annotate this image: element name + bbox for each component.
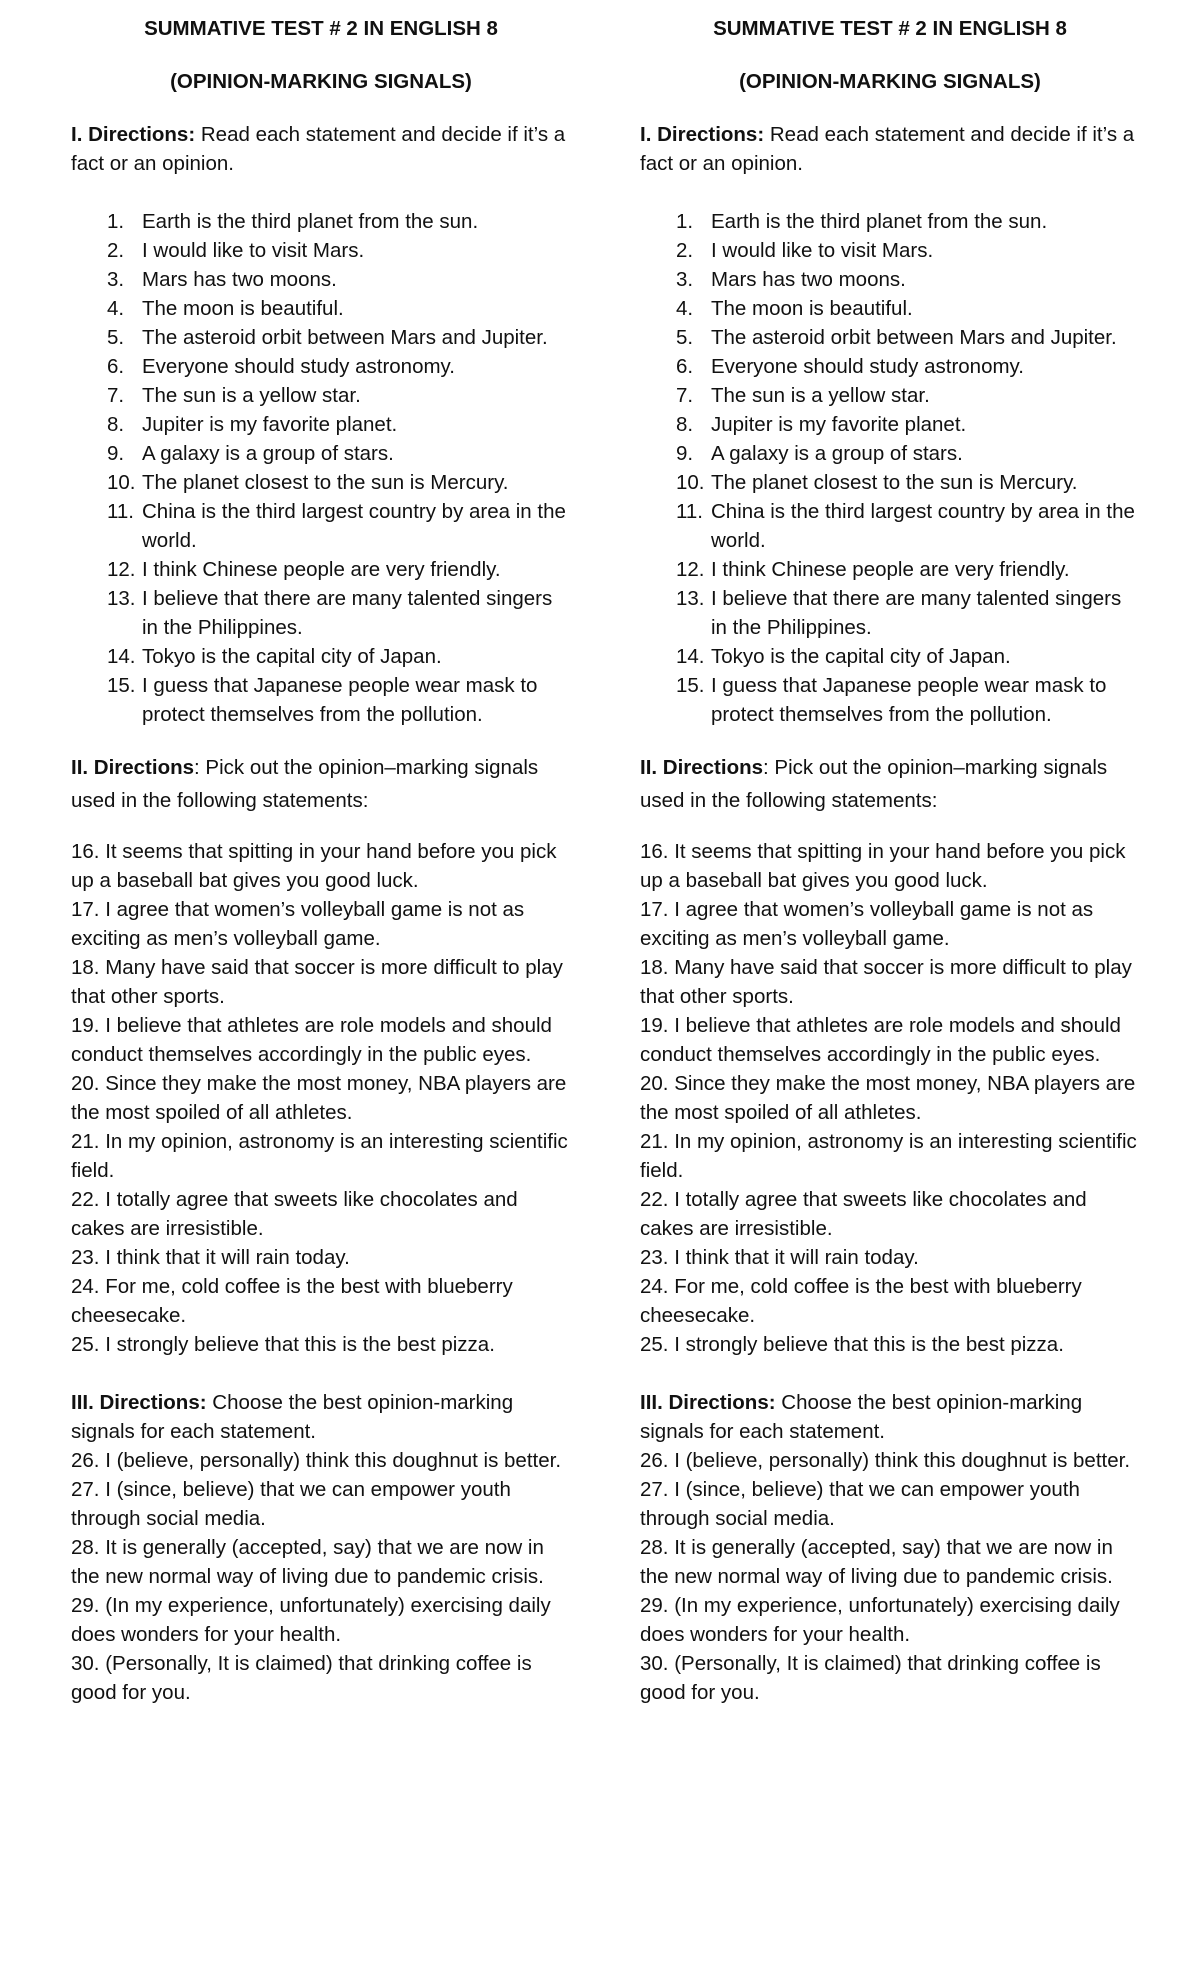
item-number: 3. [676, 268, 694, 291]
list-item [71, 236, 571, 265]
list-item [71, 439, 571, 468]
item-text: The asteroid orbit between Mars and Jupiter. [711, 326, 1117, 349]
list-item [640, 265, 1140, 294]
item-number: 13. [107, 587, 136, 610]
section1-directions [640, 120, 1140, 178]
list-item: 29. (In my experience, unfortunately) exercising daily does wonders for your health. [71, 1594, 551, 1646]
section1-directions [71, 120, 571, 178]
list-item: 25. I strongly believe that this is the best pizza. [71, 1333, 495, 1356]
item-number: 13. [676, 587, 705, 610]
section2-directions [71, 751, 571, 817]
item-text: Tokyo is the capital city of Japan. [142, 645, 442, 668]
list-item [71, 555, 571, 584]
item-number: 4. [676, 297, 694, 320]
list-item: 18. Many have said that soccer is more difficult to play that other sports. [71, 956, 563, 1008]
item-text: Jupiter is my favorite planet. [142, 413, 398, 436]
test-title: SUMMATIVE TEST # 2 IN ENGLISH 8 [144, 17, 498, 40]
worksheet-copy-right [640, 14, 1140, 1707]
item-number: 15. [676, 674, 705, 697]
section1-text: Read each statement and decide if it’s a fact or an opinion. [640, 123, 1135, 175]
section2-text: : Pick out the opinion–marking signals used in the following statements: [71, 756, 539, 812]
list-item: 19. I believe that athletes are role models and should conduct themselves accordingly in the public eyes. [71, 1014, 552, 1066]
item-number: 4. [107, 297, 125, 320]
section3 [71, 1388, 571, 1707]
item-number: 11. [676, 500, 703, 523]
list-item: 21. In my opinion, astronomy is an interesting scientific field. [71, 1130, 568, 1182]
list-item [71, 468, 571, 497]
item-text: Mars has two moons. [142, 268, 337, 291]
list-item [640, 323, 1140, 352]
list-item [640, 381, 1140, 410]
list-item: 18. Many have said that soccer is more difficult to play that other sports. [640, 956, 1132, 1008]
list-item [71, 352, 571, 381]
section3 [640, 1388, 1140, 1707]
item-number: 3. [107, 268, 125, 291]
item-text: The sun is a yellow star. [142, 384, 361, 407]
list-item: 30. (Personally, It is claimed) that drinking coffee is good for you. [71, 1652, 532, 1704]
item-number: 7. [676, 384, 694, 407]
list-item [640, 555, 1140, 584]
section2-list [640, 837, 1140, 1359]
list-item: 26. I (believe, personally) think this doughnut is better. [640, 1449, 1131, 1472]
item-text: China is the third largest country by area in the world. [711, 500, 1135, 552]
list-item: 22. I totally agree that sweets like chocolates and cakes are irresistible. [640, 1188, 1087, 1240]
item-number: 5. [107, 326, 125, 349]
item-text: I guess that Japanese people wear mask to protect themselves from the pollution. [142, 674, 538, 726]
item-number: 14. [676, 645, 705, 668]
test-title: SUMMATIVE TEST # 2 IN ENGLISH 8 [713, 17, 1067, 40]
item-text: The moon is beautiful. [711, 297, 913, 320]
section2 [71, 751, 571, 1359]
item-number: 12. [107, 558, 136, 581]
list-item: 28. It is generally (accepted, say) that we are now in the new normal way of living due to pandemic crisis. [71, 1536, 544, 1588]
item-text: The asteroid orbit between Mars and Jupiter. [142, 326, 548, 349]
item-number: 5. [676, 326, 694, 349]
item-number: 10. [107, 471, 136, 494]
list-item: 30. (Personally, It is claimed) that drinking coffee is good for you. [640, 1652, 1101, 1704]
list-item [640, 671, 1140, 729]
section1-list [71, 207, 571, 729]
section2-list [71, 837, 571, 1359]
list-item [71, 671, 571, 729]
item-text: I think Chinese people are very friendly. [711, 558, 1070, 581]
section2-text: : Pick out the opinion–marking signals used in the following statements: [640, 756, 1108, 812]
item-number: 2. [676, 239, 694, 262]
item-number: 14. [107, 645, 136, 668]
list-item [640, 584, 1140, 642]
list-item: 20. Since they make the most money, NBA players are the most spoiled of all athletes. [71, 1072, 567, 1124]
section2-directions [640, 751, 1140, 817]
item-text: I would like to visit Mars. [142, 239, 365, 262]
item-text: Jupiter is my favorite planet. [711, 413, 967, 436]
item-text: The planet closest to the sun is Mercury. [711, 471, 1078, 494]
list-item: 25. I strongly believe that this is the best pizza. [640, 1333, 1064, 1356]
item-number: 6. [107, 355, 125, 378]
list-item [71, 497, 571, 555]
section3-label: III. Directions: [71, 1391, 207, 1414]
item-number: 7. [107, 384, 125, 407]
item-number: 9. [676, 442, 694, 465]
item-text: The sun is a yellow star. [711, 384, 930, 407]
section3-list [71, 1446, 571, 1707]
list-item [71, 265, 571, 294]
list-item [640, 236, 1140, 265]
item-number: 10. [676, 471, 705, 494]
item-text: Everyone should study astronomy. [142, 355, 455, 378]
item-text: Tokyo is the capital city of Japan. [711, 645, 1011, 668]
item-number: 1. [676, 210, 694, 233]
item-number: 8. [676, 413, 694, 436]
item-text: I believe that there are many talented singers in the Philippines. [711, 587, 1122, 639]
list-item: 16. It seems that spitting in your hand before you pick up a baseball bat gives you good luck. [640, 840, 1126, 892]
list-item: 27. I (since, believe) that we can empower youth through social media. [71, 1478, 511, 1530]
list-item: 17. I agree that women’s volleyball game is not as exciting as men’s volleyball game. [71, 898, 525, 950]
list-item [640, 207, 1140, 236]
list-item [71, 381, 571, 410]
list-item [71, 294, 571, 323]
item-number: 15. [107, 674, 136, 697]
item-number: 11. [107, 500, 134, 523]
list-item: 28. It is generally (accepted, say) that we are now in the new normal way of living due to pandemic crisis. [640, 1536, 1113, 1588]
section3-directions [71, 1388, 571, 1446]
item-text: I would like to visit Mars. [711, 239, 934, 262]
list-item [640, 468, 1140, 497]
list-item: 20. Since they make the most money, NBA players are the most spoiled of all athletes. [640, 1072, 1136, 1124]
item-text: I think Chinese people are very friendly. [142, 558, 501, 581]
list-item [71, 584, 571, 642]
item-text: Earth is the third planet from the sun. [711, 210, 1048, 233]
section3-label: III. Directions: [640, 1391, 776, 1414]
item-text: The planet closest to the sun is Mercury. [142, 471, 509, 494]
list-item: 22. I totally agree that sweets like chocolates and cakes are irresistible. [71, 1188, 518, 1240]
item-number: 9. [107, 442, 125, 465]
section3-directions [640, 1388, 1140, 1446]
item-number: 2. [107, 239, 125, 262]
list-item [71, 207, 571, 236]
item-number: 6. [676, 355, 694, 378]
section3-text: Choose the best opinion-marking signals for each statement. [71, 1391, 514, 1443]
list-item [640, 439, 1140, 468]
worksheet-copy-left [71, 14, 571, 1707]
item-number: 1. [107, 210, 125, 233]
list-item: 24. For me, cold coffee is the best with blueberry cheesecake. [640, 1275, 1082, 1327]
item-text: I believe that there are many talented singers in the Philippines. [142, 587, 553, 639]
list-item: 16. It seems that spitting in your hand before you pick up a baseball bat gives you good luck. [71, 840, 557, 892]
list-item [640, 410, 1140, 439]
list-item: 17. I agree that women’s volleyball game is not as exciting as men’s volleyball game. [640, 898, 1094, 950]
list-item [71, 323, 571, 352]
list-item: 26. I (believe, personally) think this doughnut is better. [71, 1449, 562, 1472]
list-item: 23. I think that it will rain today. [640, 1246, 919, 1269]
section3-text: Choose the best opinion-marking signals for each statement. [640, 1391, 1083, 1443]
item-text: The moon is beautiful. [142, 297, 344, 320]
item-text: A galaxy is a group of stars. [142, 442, 394, 465]
item-text: I guess that Japanese people wear mask to protect themselves from the pollution. [711, 674, 1107, 726]
section1-list [640, 207, 1140, 729]
item-number: 8. [107, 413, 125, 436]
list-item [640, 294, 1140, 323]
list-item: 19. I believe that athletes are role models and should conduct themselves accordingly in the public eyes. [640, 1014, 1121, 1066]
item-text: Everyone should study astronomy. [711, 355, 1024, 378]
item-number: 12. [676, 558, 705, 581]
section3-list [640, 1446, 1140, 1707]
section1-label: I. Directions: [71, 123, 196, 146]
list-item: 27. I (since, believe) that we can empower youth through social media. [640, 1478, 1080, 1530]
list-item: 24. For me, cold coffee is the best with blueberry cheesecake. [71, 1275, 513, 1327]
list-item: 23. I think that it will rain today. [71, 1246, 350, 1269]
test-subtitle: (OPINION-MARKING SIGNALS) [739, 70, 1041, 93]
section2-label: II. Directions [71, 756, 195, 779]
section1-text: Read each statement and decide if it’s a fact or an opinion. [71, 123, 566, 175]
list-item [71, 642, 571, 671]
section1-label: I. Directions: [640, 123, 765, 146]
list-item [640, 642, 1140, 671]
item-text: A galaxy is a group of stars. [711, 442, 963, 465]
item-text: China is the third largest country by area in the world. [142, 500, 566, 552]
section2 [640, 751, 1140, 1359]
list-item: 29. (In my experience, unfortunately) exercising daily does wonders for your health. [640, 1594, 1120, 1646]
list-item [71, 410, 571, 439]
item-text: Earth is the third planet from the sun. [142, 210, 479, 233]
list-item [640, 497, 1140, 555]
test-subtitle: (OPINION-MARKING SIGNALS) [170, 70, 472, 93]
list-item: 21. In my opinion, astronomy is an interesting scientific field. [640, 1130, 1137, 1182]
item-text: Mars has two moons. [711, 268, 906, 291]
section2-label: II. Directions [640, 756, 764, 779]
list-item [640, 352, 1140, 381]
